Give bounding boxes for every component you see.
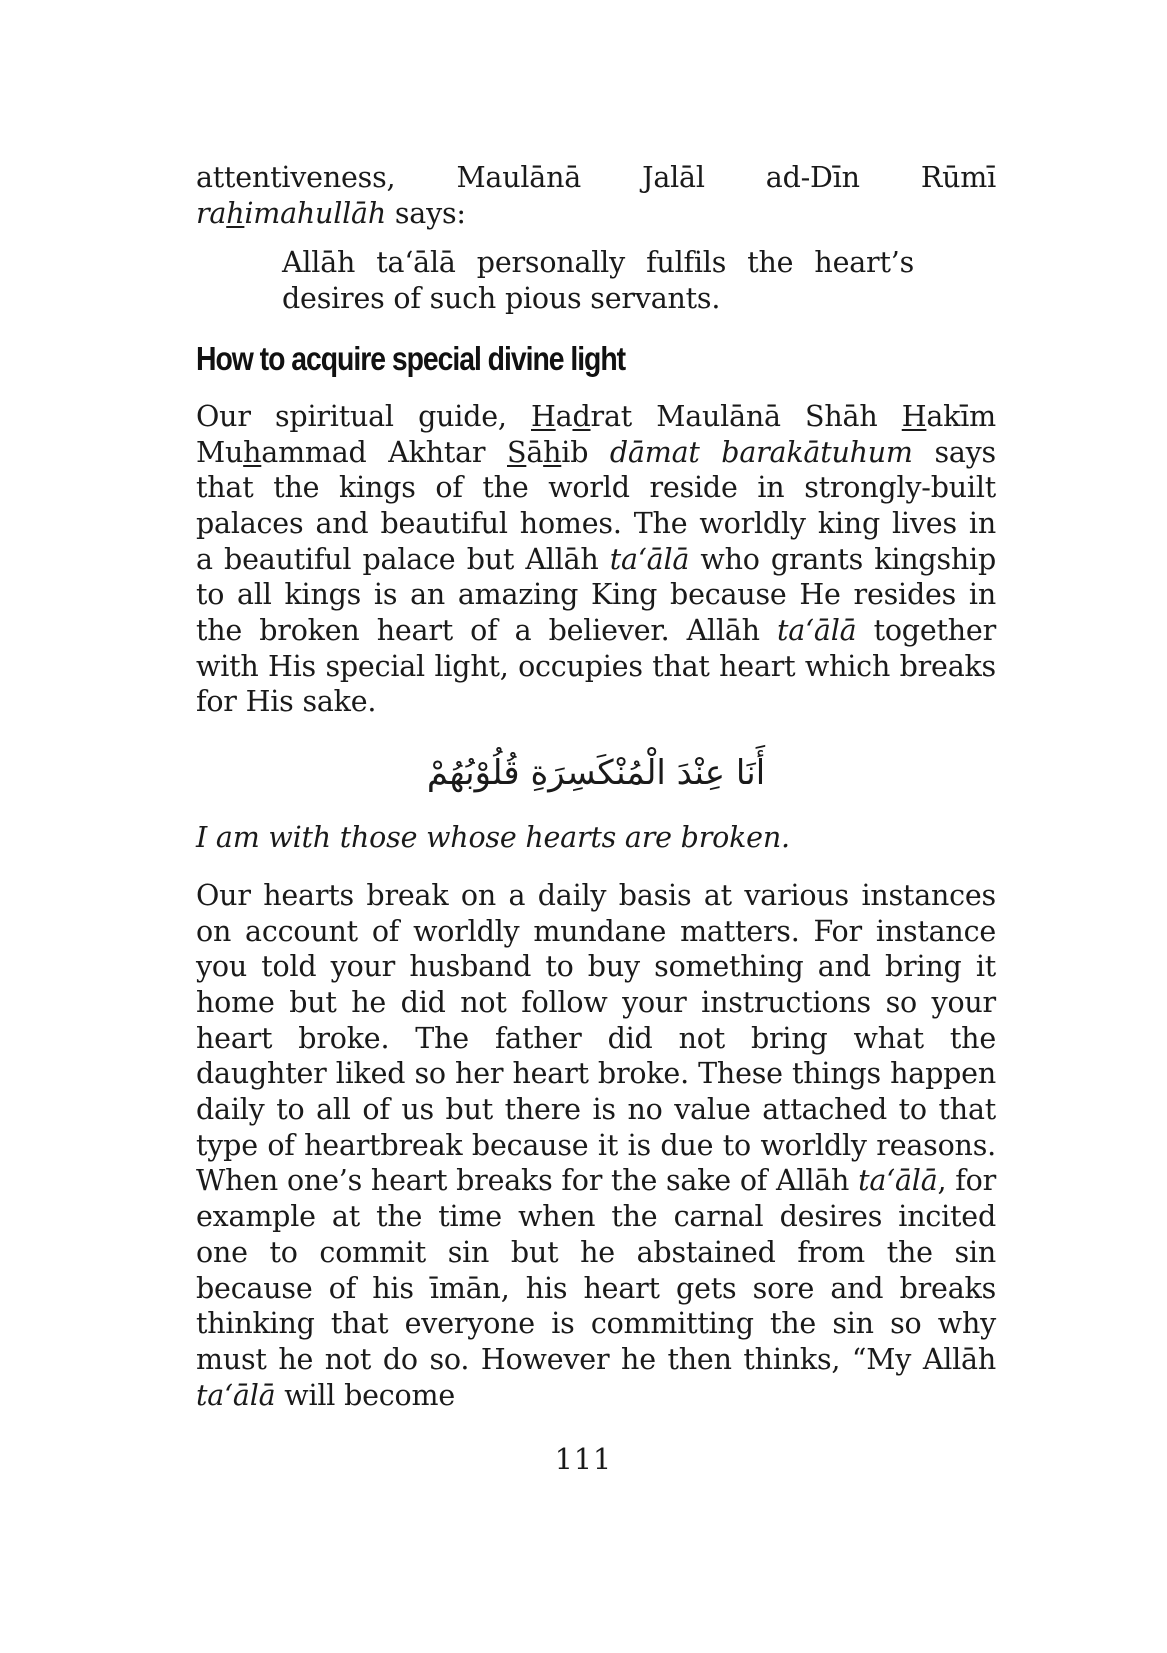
page-body <box>196 160 996 1413</box>
paragraph-2: Our hearts break on a daily basis at various instances on account of worldly mundane matters. For instance you told your husband to buy something and bring it home but he did not follow your instructions so your heart broke. The father did not bring what the daughter liked so her heart broke. These things happen daily to all of us but there is no value attached to that type of heartbreak because it is due to worldly reasons. When one’s heart breaks for the sake of Allāh ta‘ālā, for example at the time when the carnal desires incited one to commit sin but he abstained from the sin because of his īmān, his heart gets sore and breaks thinking that everyone is committing the sin so why must he not do so. However he then thinks, “My Allāh ta‘ālā will become <box>196 878 996 1412</box>
verse-translation: I am with those whose hearts are broken. <box>196 821 790 855</box>
section-heading: How to acquire special divine light <box>196 339 626 377</box>
honorific-damat: dāmat barakātuhum <box>609 435 913 469</box>
intro-line-2 <box>196 196 996 232</box>
intro-text: attentiveness, Maulānā Jalāl ad-Dīn Rūmī <box>196 161 996 194</box>
intro-line <box>196 160 996 196</box>
arabic-verse: أَنَا عِنْدَ الْمُنْكَسِرَةِ قُلُوْبُهُمْ <box>426 753 766 794</box>
paragraph-1: Our spiritual guide, Hadrat Maulānā Shāh Hakīm Muhammad Akhtar Sāhib dāmat barakātuhum says that the kings of the world reside in strongly-built palaces and beautiful homes. The worldly king lives in a beautiful palace but Allāh ta‘ālā who grants kingship to all kings is an amazing King because He resides in the broken heart of a believer. Allāh ta‘ālā together with His special light, occupies that heart which breaks for His sake. <box>196 399 996 719</box>
honorific-rahimahullah: rahimahullāh <box>196 196 386 230</box>
page-number: 111 <box>554 1443 613 1476</box>
indented-quote: Allāh ta‘ālā personally fulfils the heart’s desires of such pious servants. <box>282 246 914 316</box>
says-text: says: <box>386 196 466 230</box>
